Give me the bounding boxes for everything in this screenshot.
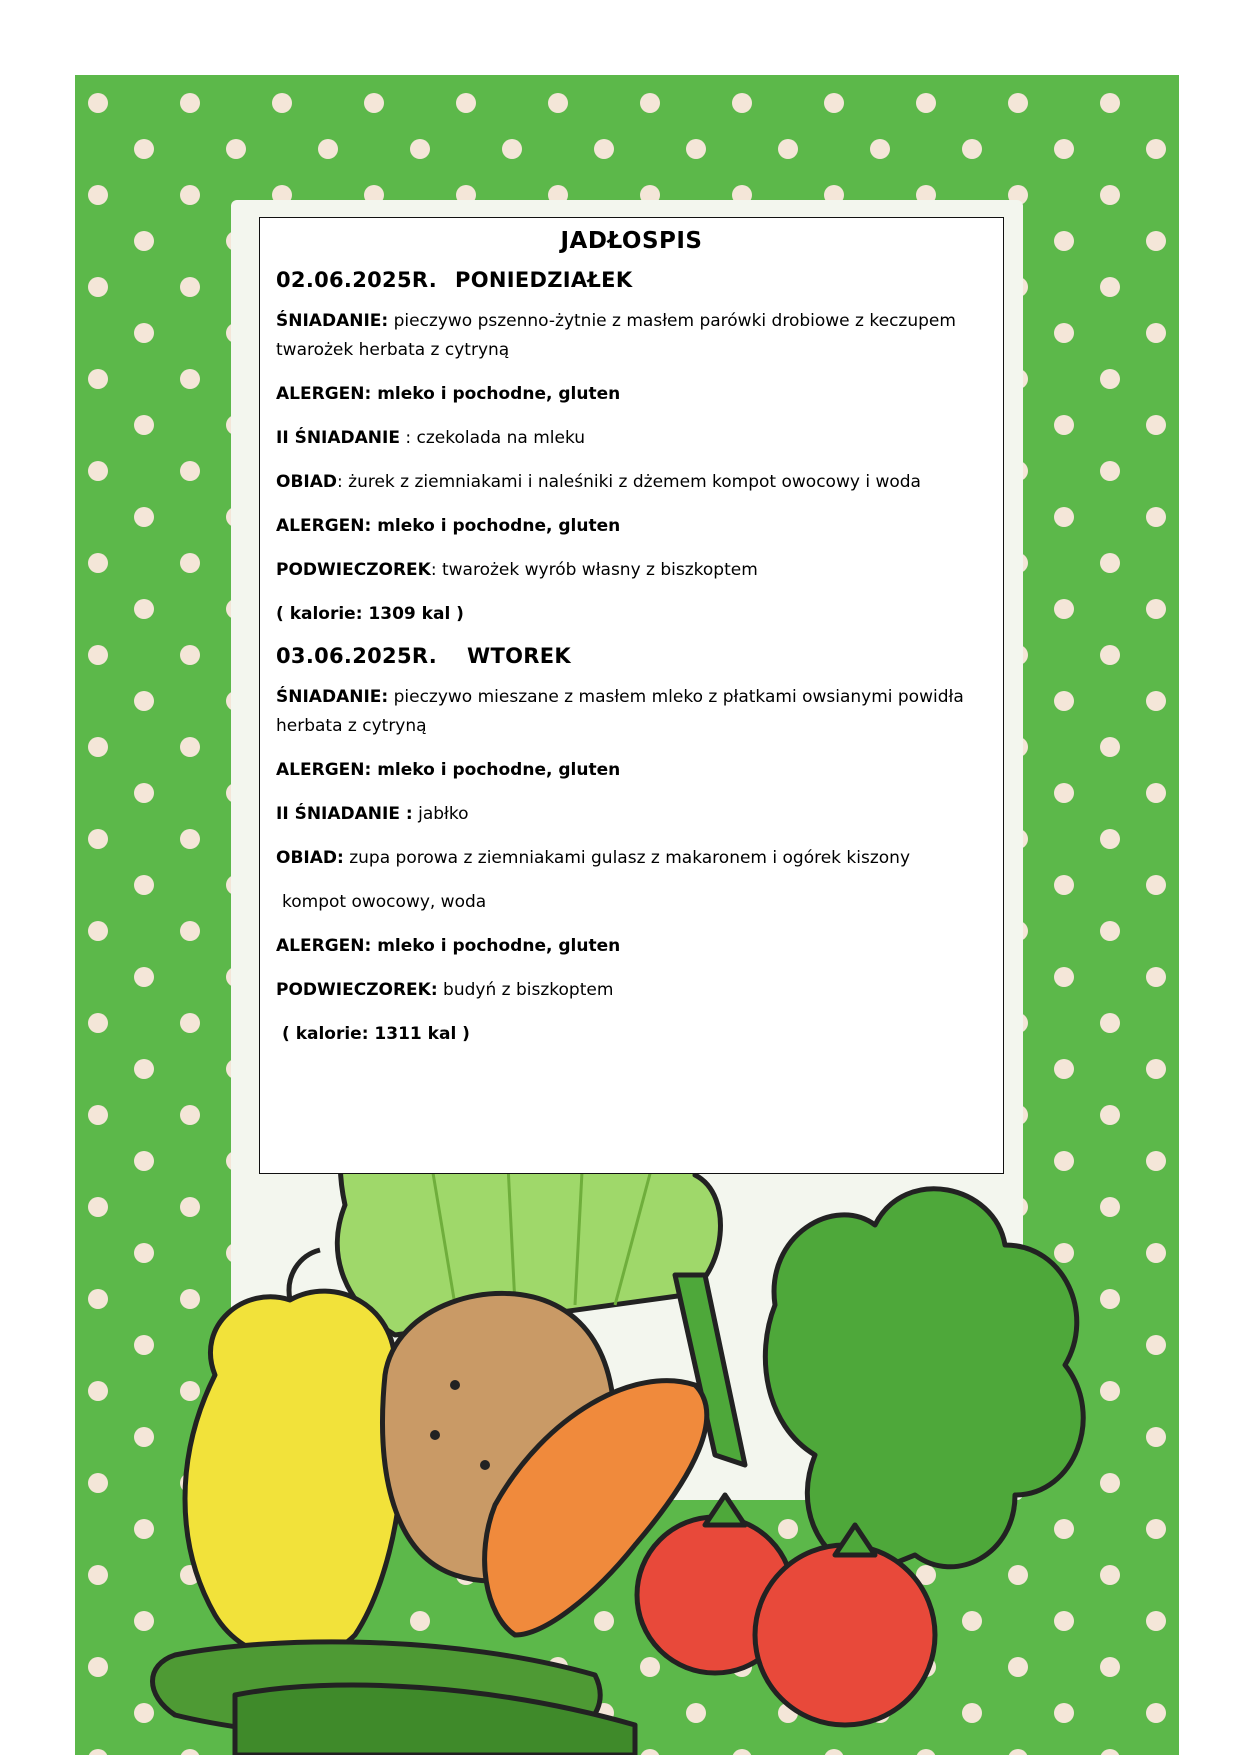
meal-text: jabłko: [412, 804, 469, 824]
meal-label: II ŚNIADANIE :: [276, 804, 413, 824]
meal-label: ŚNIADANIE:: [276, 311, 389, 331]
meal-breakfast: [276, 307, 987, 365]
meal-afternoon-snack: [276, 556, 987, 585]
day-weekday: WTOREK: [467, 644, 571, 668]
meal-text: : czekolada na mleku: [399, 428, 586, 448]
menu-box: [259, 217, 1004, 1174]
meal-label: PODWIECZOREK:: [276, 980, 438, 1000]
allergen-line: ALERGEN: mleko i pochodne, gluten: [276, 760, 621, 780]
day-heading-tuesday: [276, 644, 987, 668]
day-heading-monday: [276, 268, 987, 292]
meal-lunch: [276, 844, 987, 873]
meal-label: OBIAD:: [276, 848, 344, 868]
meal-second-breakfast: [276, 424, 987, 453]
meal-lunch: [276, 468, 987, 497]
calories-line: ( kalorie: 1311 kal ): [282, 1024, 470, 1044]
meal-text: : żurek z ziemniakami i naleśniki z dżemem kompot owocowy i woda: [337, 472, 921, 492]
meal-breakfast: [276, 683, 987, 741]
day-weekday: PONIEDZIAŁEK: [455, 268, 633, 292]
meal-text: budyń z biszkoptem: [437, 980, 614, 1000]
meal-text: : twarożek wyrób własny z biszkoptem: [430, 560, 758, 580]
allergen-line: ALERGEN: mleko i pochodne, gluten: [276, 516, 621, 536]
calories-line: ( kalorie: 1309 kal ): [276, 604, 464, 624]
page-title: JADŁOSPIS: [560, 228, 703, 254]
allergen-line: ALERGEN: mleko i pochodne, gluten: [276, 936, 621, 956]
meal-text: pieczywo pszenno-żytnie z masłem parówki drobiowe z keczupem twarożek herbata z cytryną: [276, 311, 956, 360]
allergen-line: ALERGEN: mleko i pochodne, gluten: [276, 384, 621, 404]
meal-text: zupa porowa z ziemniakami gulasz z makaronem i ogórek kiszony: [343, 848, 911, 868]
meal-label: ŚNIADANIE:: [276, 687, 389, 707]
meal-text: pieczywo mieszane z masłem mleko z płatkami owsianymi powidła herbata z cytryną: [276, 687, 964, 736]
meal-lunch-continued: kompot owocowy, woda: [282, 892, 487, 912]
meal-afternoon-snack: [276, 976, 987, 1005]
meal-label: II ŚNIADANIE: [276, 428, 400, 448]
meal-second-breakfast: [276, 800, 987, 829]
meal-label: OBIAD: [276, 472, 338, 492]
day-date: 03.06.2025R.: [276, 644, 437, 668]
meal-label: PODWIECZOREK: [276, 560, 431, 580]
day-date: 02.06.2025R.: [276, 268, 437, 292]
